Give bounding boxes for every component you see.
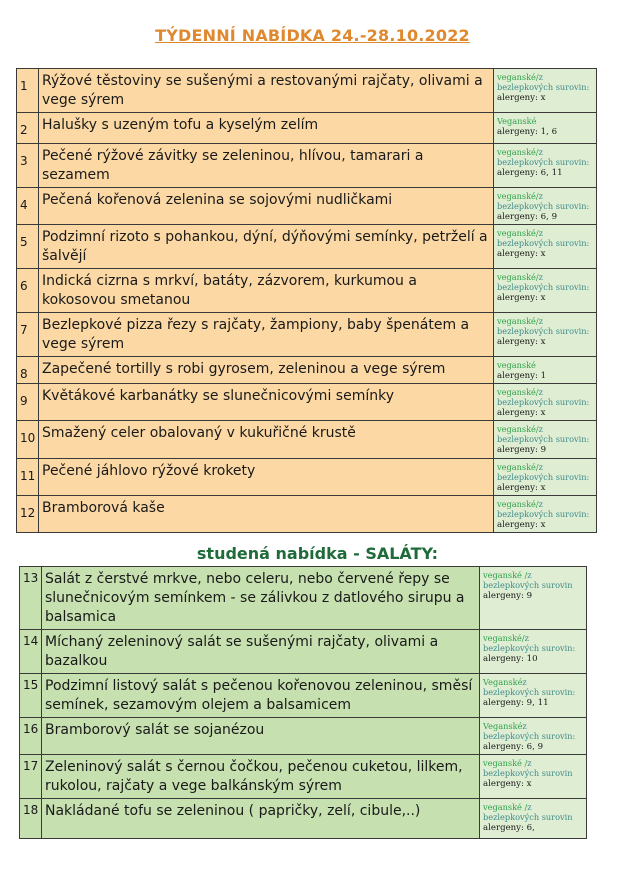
diet-info [494, 357, 597, 384]
allergens: alergeny: x [497, 93, 546, 103]
diet-info [494, 496, 597, 533]
item-number: 6 [17, 269, 39, 313]
dish-name: Květákové karbanátky se slunečnicovými semínky [39, 384, 494, 421]
dish-name: Pečené rýžové závitky se zeleninou, hlívou, tamarari a sezamem [39, 144, 494, 188]
gluten-free-label: z bezlepkových surovin: [483, 721, 576, 741]
gluten-free-label: z bezlepkových surovin: [483, 677, 576, 697]
vegan-label: veganské / [483, 802, 528, 812]
allergens: alergeny: 6, [483, 823, 535, 833]
item-number: 17 [20, 755, 42, 799]
diet-info [494, 459, 597, 496]
diet-info [480, 755, 587, 799]
item-number: 5 [17, 225, 39, 269]
allergens: alergeny: x [497, 408, 546, 418]
item-number: 12 [17, 496, 39, 533]
allergens: alergeny: 10 [483, 654, 538, 664]
menu-row [17, 188, 597, 225]
diet-info [494, 144, 597, 188]
vegan-label: veganské/ [497, 316, 539, 326]
diet-info [494, 225, 597, 269]
menu-row [20, 567, 587, 630]
dish-name: Bramborový salát se sojanézou [42, 718, 480, 755]
allergens: alergeny: 6, 11 [497, 168, 563, 178]
diet-info [494, 188, 597, 225]
diet-info [494, 113, 597, 144]
gluten-free-label: z bezlepkových surovin: [497, 147, 590, 167]
diet-info [480, 674, 587, 718]
allergens: alergeny: x [497, 337, 546, 347]
dish-name: Podzimní rizoto s pohankou, dýní, dýňovými semínky, petrželí a šalvějí [39, 225, 494, 269]
menu-row [17, 225, 597, 269]
vegan-label: veganské/ [497, 272, 539, 282]
dish-name: Bramborová kaše [39, 496, 494, 533]
item-number: 4 [17, 188, 39, 225]
dish-name: Salát z čerstvé mrkve, nebo celeru, nebo červené řepy se slunečnicovým semínkem - se zálivkou z datlového sirupu a balsamica [42, 567, 480, 630]
menu-row [17, 113, 597, 144]
item-number: 2 [17, 113, 39, 144]
allergens: alergeny: 6, 9 [483, 742, 544, 752]
gluten-free-label: z bezlepkových surovin: [497, 228, 590, 248]
allergens: alergeny: 9, 11 [483, 698, 549, 708]
vegan-label: veganské/ [497, 228, 539, 238]
vegan-label: veganské/ [497, 499, 539, 509]
item-number: 3 [17, 144, 39, 188]
menu-row [17, 384, 597, 421]
gluten-free-label: z bezlepkových surovin: [497, 424, 590, 444]
vegan-label: veganské/ [497, 424, 539, 434]
vegan-label: veganské/ [497, 147, 539, 157]
menu-row [17, 357, 597, 384]
menu-row [17, 459, 597, 496]
menu-row [17, 496, 597, 533]
diet-info [494, 269, 597, 313]
dish-name: Indická cizrna s mrkví, batáty, zázvorem, kurkumou a kokosovou smetanou [39, 269, 494, 313]
gluten-free-label: z bezlepkových surovin: [497, 387, 590, 407]
item-number: 7 [17, 313, 39, 357]
dish-name: Míchaný zeleninový salát se sušenými rajčaty, olivami a bazalkou [42, 630, 480, 674]
vegan-label: Veganské [483, 677, 523, 687]
gluten-free-label: z bezlepkových surovin: [497, 316, 590, 336]
dish-name: Podzimní listový salát s pečenou kořenovou zeleninou, směsí semínek, sezamovým olejem a balsamicem [42, 674, 480, 718]
dish-name: Rýžové těstoviny se sušenými a restovanými rajčaty, olivami a vege sýrem [39, 69, 494, 113]
vegan-label: veganské/ [483, 633, 525, 643]
item-number: 1 [17, 69, 39, 113]
allergens: alergeny: x [483, 779, 532, 789]
page-title: TÝDENNÍ NABÍDKA 24.-28.10.2022 [155, 26, 470, 45]
gluten-free-label: z bezlepkových surovin: [497, 191, 590, 211]
dish-name: Pečené jáhlovo rýžové krokety [39, 459, 494, 496]
item-number: 11 [17, 459, 39, 496]
diet-info [480, 718, 587, 755]
item-number: 9 [17, 384, 39, 421]
vegan-label: Veganské [483, 721, 523, 731]
gluten-free-label: z bezlepkových surovin: [497, 462, 590, 482]
menu-row [17, 144, 597, 188]
item-number: 10 [17, 421, 39, 459]
item-number: 15 [20, 674, 42, 718]
menu-row [20, 718, 587, 755]
gluten-free-label: z bezlepkových surovin [483, 570, 573, 590]
allergens: alergeny: 6, 9 [497, 212, 558, 222]
diet-info [494, 384, 597, 421]
vegan-label: veganské / [483, 758, 528, 768]
allergens: alergeny: 9 [483, 591, 533, 601]
gluten-free-label: z bezlepkových surovin [483, 758, 573, 778]
item-number: 13 [20, 567, 42, 630]
vegan-label: veganské/ [497, 462, 539, 472]
menu-row [20, 674, 587, 718]
diet-info [480, 630, 587, 674]
cold-menu-title: studená nabídka - SALÁTY: [196, 544, 439, 563]
vegan-label: Veganské [497, 116, 537, 126]
hot-menu-table [16, 68, 597, 533]
diet-info [494, 421, 597, 459]
dish-name: Bezlepkové pizza řezy s rajčaty, žampiony, baby špenátem a vege sýrem [39, 313, 494, 357]
gluten-free-label: z bezlepkových surovin: [497, 72, 590, 92]
allergens: alergeny: 1, 6 [497, 127, 558, 137]
allergens: alergeny: 1 [497, 371, 547, 381]
menu-row [20, 755, 587, 799]
gluten-free-label: z bezlepkových surovin [483, 802, 573, 822]
menu-row [20, 630, 587, 674]
item-number: 16 [20, 718, 42, 755]
dish-name: Pečená kořenová zelenina se sojovými nudličkami [39, 188, 494, 225]
vegan-label: veganské/ [497, 191, 539, 201]
gluten-free-label: z bezlepkových surovin: [483, 633, 576, 653]
item-number: 8 [17, 357, 39, 384]
vegan-label: veganské/ [497, 72, 539, 82]
diet-info [480, 799, 587, 839]
cold-menu-table [19, 566, 587, 839]
dish-name: Halušky s uzeným tofu a kyselým zelím [39, 113, 494, 144]
menu-row [17, 313, 597, 357]
diet-info [494, 69, 597, 113]
dish-name: Nakládané tofu se zeleninou ( papričky, zelí, cibule,..) [42, 799, 480, 839]
gluten-free-label: z bezlepkových surovin: [497, 272, 590, 292]
menu-row [17, 69, 597, 113]
dish-name: Zeleninový salát s černou čočkou, pečenou cuketou, lilkem, rukolou, rajčaty a vege balkánským sýrem [42, 755, 480, 799]
menu-row [20, 799, 587, 839]
item-number: 14 [20, 630, 42, 674]
vegan-label: veganské [497, 360, 536, 370]
diet-info [494, 313, 597, 357]
item-number: 18 [20, 799, 42, 839]
allergens: alergeny: x [497, 520, 546, 530]
allergens: alergeny: x [497, 483, 546, 493]
allergens: alergeny: x [497, 293, 546, 303]
allergens: alergeny: x [497, 249, 546, 259]
dish-name: Zapečené tortilly s robi gyrosem, zeleninou a vege sýrem [39, 357, 494, 384]
allergens: alergeny: 9 [497, 445, 547, 455]
vegan-label: veganské / [483, 570, 528, 580]
vegan-label: veganské/ [497, 387, 539, 397]
gluten-free-label: z bezlepkových surovin: [497, 499, 590, 519]
menu-row [17, 421, 597, 459]
diet-info [480, 567, 587, 630]
menu-row [17, 269, 597, 313]
dish-name: Smažený celer obalovaný v kukuřičné krustě [39, 421, 494, 459]
